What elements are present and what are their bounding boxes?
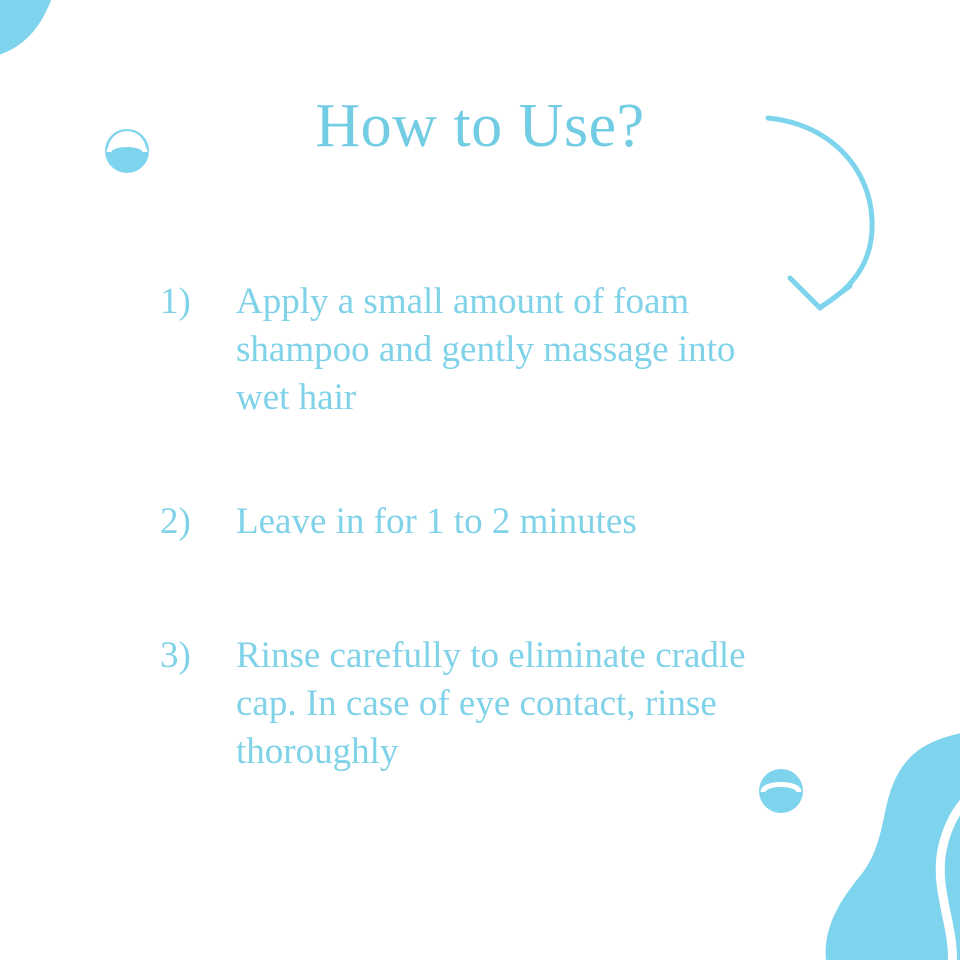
step-number: 2): [160, 501, 191, 542]
step-text: Rinse carefully to eliminate cradle cap. In case of eye contact, rinse thoroughly: [236, 635, 746, 772]
list-item: [160, 278, 820, 422]
steps-list: [160, 278, 820, 776]
step-number: 3): [160, 635, 191, 676]
step-text: Apply a small amount of foam shampoo and gently massage into wet hair: [236, 281, 736, 418]
step-number: 1): [160, 281, 191, 322]
list-item: [160, 498, 820, 546]
page-title: How to Use?: [315, 92, 645, 160]
list-item: [160, 632, 820, 776]
step-text: Leave in for 1 to 2 minutes: [236, 501, 637, 542]
